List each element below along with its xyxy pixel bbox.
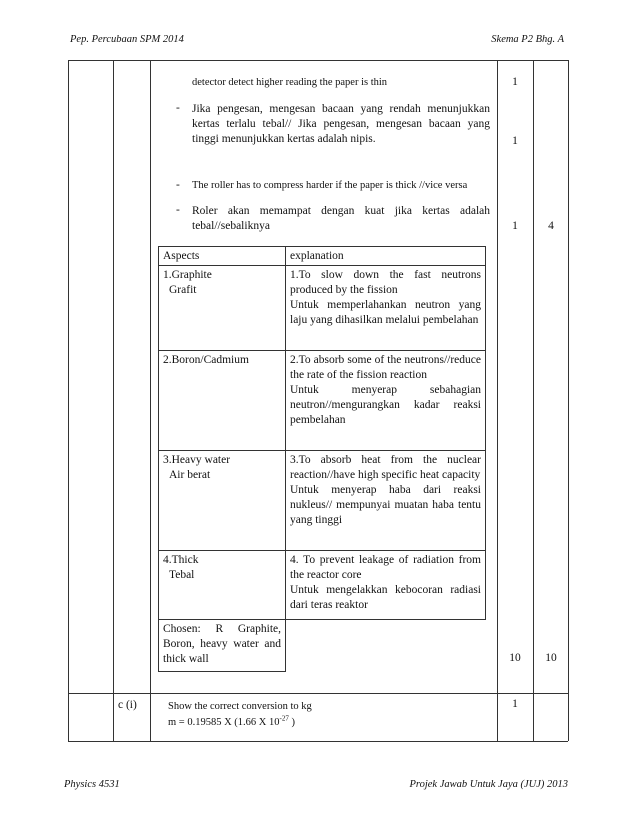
- table-bottom-border: [68, 741, 568, 742]
- part-c-line1: Show the correct conversion to kg: [168, 701, 312, 712]
- chosen-cell: Chosen: R Graphite, Boron, heavy water and thick wall: [159, 620, 286, 672]
- header-explanation: explanation: [286, 247, 486, 266]
- table-row: [159, 451, 486, 551]
- explanation-line: Untuk mengelakkan kebocoran radiasi dari teras reaktor: [290, 584, 481, 611]
- explanation-cell: [286, 551, 486, 620]
- col-border-4: [497, 60, 498, 741]
- aspect-line: Tebal: [169, 569, 195, 581]
- explanation-cell: [286, 266, 486, 351]
- aspect-line: 4.Thick: [163, 554, 199, 566]
- mark-c: 1: [512, 698, 518, 710]
- aspect-line: 2.Boron/Cadmium: [163, 354, 249, 366]
- explanation-line: 4. To prevent leakage of radiation from the reactor core: [290, 554, 481, 581]
- explanation-line: Untuk menyerap haba dari reaksi nukleus// mempunyai muatan haba tentu yang tinggi: [290, 484, 481, 526]
- part-c-label: c (i): [118, 699, 137, 711]
- mark-total: 10: [545, 652, 557, 664]
- table-row: [159, 266, 486, 351]
- aspect-line: 3.Heavy water: [163, 454, 231, 466]
- footer-right: Projek Jawab Untuk Jaya (JUJ) 2013: [409, 779, 568, 790]
- conversion-exponent: -27: [279, 714, 289, 723]
- bullet-text-2: The roller has to compress harder if the paper is thick //vice versa: [192, 180, 468, 191]
- col-border-6: [568, 60, 569, 741]
- aspect-cell: [159, 551, 286, 620]
- mark-2: 1: [512, 135, 518, 147]
- col-border-2: [113, 60, 114, 741]
- table-row: [159, 351, 486, 451]
- row-divider: [68, 693, 568, 694]
- table-top-border: [68, 60, 568, 61]
- col-border-3: [150, 60, 151, 741]
- bullet-dash: -: [176, 204, 180, 216]
- aspect-cell: [159, 451, 286, 551]
- bullet-text-1: Jika pengesan, mengesan bacaan yang rendah menunjukkan kertas terlalu tebal// Jika pengesan, mengesan bacaan yang tinggi menunjukkan kertas adalah nipis.: [192, 103, 490, 145]
- col-border-5: [533, 60, 534, 741]
- conversion-prefix: m = 0.19585 X (1.66 X 10: [168, 717, 280, 728]
- part-c-line2: [168, 716, 295, 729]
- aspect-line: Grafit: [169, 284, 197, 296]
- bullet-dash: -: [176, 179, 180, 191]
- explanation-line: Untuk memperlahankan neutron yang laju yang dihasilkan melalui pembelahan: [290, 299, 481, 326]
- empty-cell: [286, 620, 486, 672]
- conversion-suffix: ): [288, 717, 295, 728]
- aspect-cell: [159, 351, 286, 451]
- chosen-row: [159, 620, 486, 672]
- explanation-line: 3.To absorb heat from the nuclear reaction//have high specific heat capacity: [290, 454, 481, 481]
- aspect-line: Air berat: [169, 469, 211, 481]
- aspects-table-header: [159, 247, 486, 266]
- explanation-line: 2.To absorb some of the neutrons//reduce the rate of the fission reaction: [290, 354, 481, 381]
- explanation-line: 1.To slow down the fast neutrons produced by the fission: [290, 269, 481, 296]
- bullet-text-3: Roler akan memampat dengan kuat jika kertas adalah tebal//sebaliknya: [192, 205, 490, 232]
- explanation-cell: [286, 351, 486, 451]
- detector-line: detector detect higher reading the paper is thin: [192, 77, 388, 88]
- mark-subtotal: 10: [509, 652, 521, 664]
- col-border-1: [68, 60, 69, 741]
- header-left: Pep. Percubaan SPM 2014: [70, 34, 184, 45]
- mark-3: 1: [512, 220, 518, 232]
- explanation-cell: [286, 451, 486, 551]
- mark-3-total: 4: [548, 220, 554, 232]
- header-aspects: Aspects: [159, 247, 286, 266]
- aspect-line: 1.Graphite: [163, 269, 212, 281]
- footer-left: Physics 4531: [64, 779, 120, 790]
- header-right: Skema P2 Bhg. A: [491, 34, 564, 45]
- bullet-dash: -: [176, 102, 180, 114]
- mark-1: 1: [512, 76, 518, 88]
- aspect-cell: [159, 266, 286, 351]
- explanation-line: Untuk menyerap sebahagian neutron//mengurangkan kadar reaksi pembelahan: [290, 384, 481, 426]
- aspects-table: [158, 246, 486, 672]
- table-row: [159, 551, 486, 620]
